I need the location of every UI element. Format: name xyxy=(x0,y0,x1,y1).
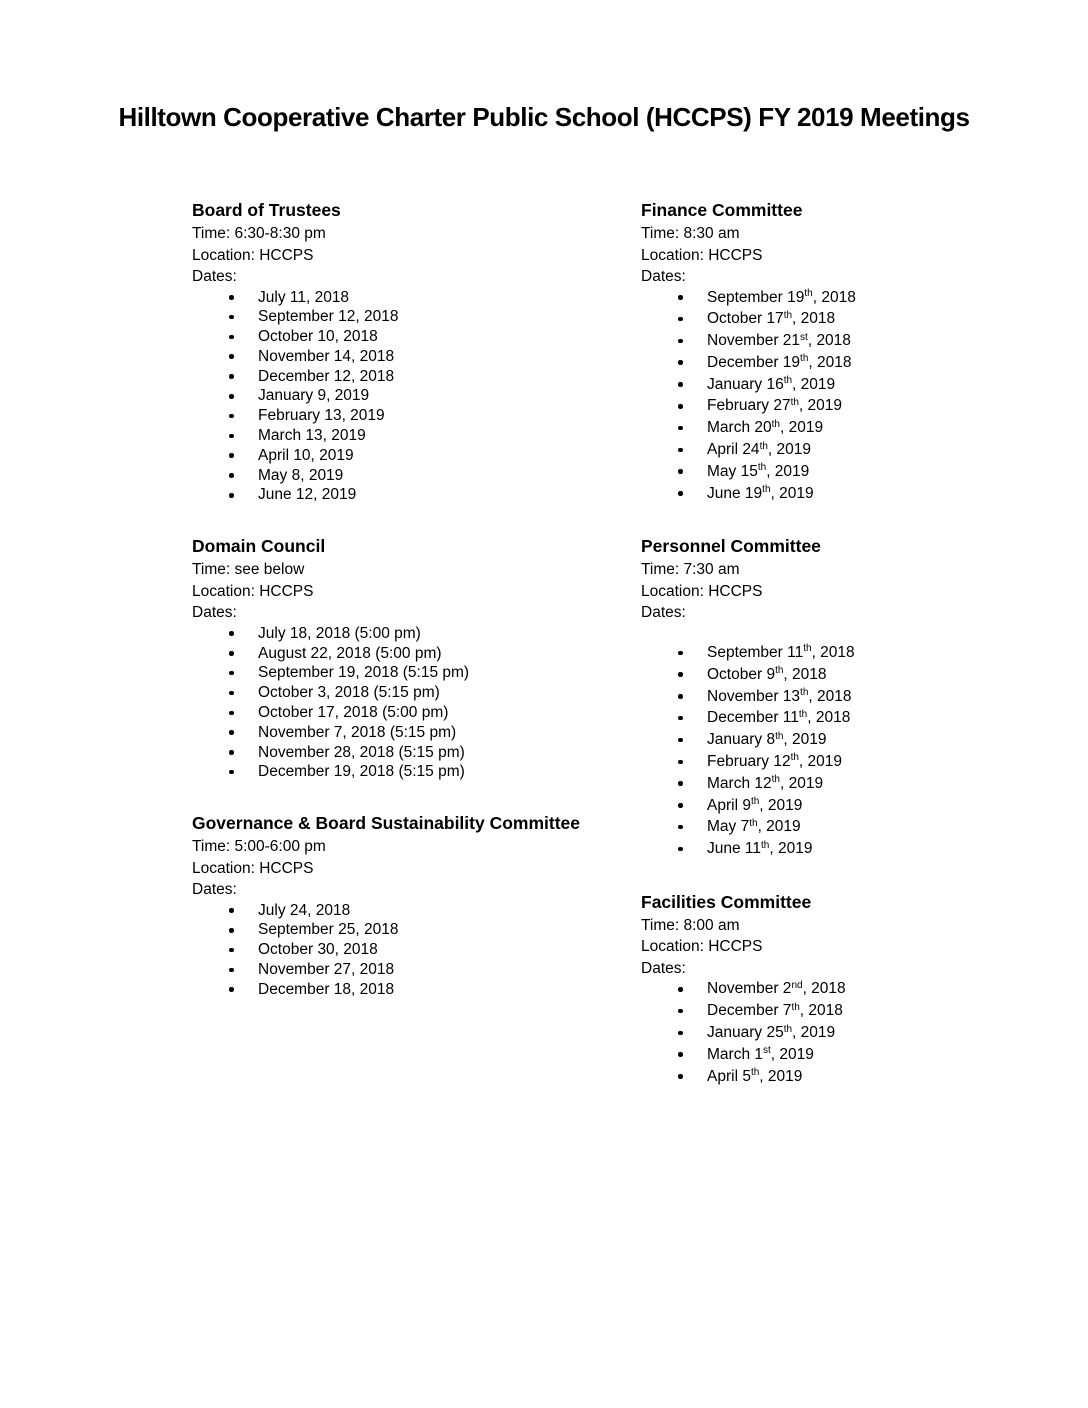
page-title: Hilltown Cooperative Charter Public School (HCCPS) FY 2019 Meetings xyxy=(118,102,970,132)
date-text: May 8, 2019 xyxy=(258,466,344,484)
date-item xyxy=(192,406,592,426)
date-text: October 3, 2018 (5:15 pm) xyxy=(258,684,440,702)
date-text: May 15 xyxy=(707,462,758,480)
date-text: November 2 xyxy=(707,980,792,998)
date-year: , 2019 xyxy=(779,774,824,792)
date-item xyxy=(641,708,1041,730)
date-text: November 14, 2018 xyxy=(258,347,395,365)
date-item xyxy=(192,347,592,367)
date-text: October 17, 2018 (5:00 pm) xyxy=(258,703,449,721)
date-item xyxy=(641,440,1041,462)
date-item xyxy=(192,485,592,505)
date-ordinal-suffix: th xyxy=(762,484,771,496)
date-item xyxy=(192,960,592,980)
date-text: October 10, 2018 xyxy=(258,328,378,346)
date-ordinal-suffix: th xyxy=(783,309,793,321)
date-item xyxy=(192,446,592,466)
date-ordinal-suffix: th xyxy=(790,752,799,764)
date-ordinal-suffix: th xyxy=(757,462,767,474)
committee-section xyxy=(641,533,1041,860)
date-list xyxy=(192,624,592,782)
date-item xyxy=(641,643,1041,665)
dates-label: Dates: xyxy=(641,604,686,622)
date-year: , 2019 xyxy=(759,796,803,814)
date-item xyxy=(192,703,592,723)
date-year: , 2018 xyxy=(808,353,852,371)
columns-container xyxy=(192,197,1088,1088)
date-item xyxy=(641,309,1041,331)
date-ordinal-suffix: th xyxy=(803,643,812,655)
date-item xyxy=(192,288,592,308)
date-item xyxy=(641,1001,1041,1023)
date-item xyxy=(641,418,1041,440)
date-item xyxy=(192,920,592,940)
date-text: April 24 xyxy=(707,441,760,459)
section-location: Location: HCCPS xyxy=(192,246,314,264)
date-item xyxy=(192,901,592,921)
date-ordinal-suffix: th xyxy=(800,687,809,699)
committee-section xyxy=(641,197,1041,505)
date-item xyxy=(192,367,592,387)
date-text: March 20 xyxy=(707,419,772,437)
date-ordinal-suffix: th xyxy=(771,418,780,430)
dates-label: Dates: xyxy=(192,881,237,899)
section-location: Location: HCCPS xyxy=(641,582,763,600)
date-year: , 2019 xyxy=(783,731,827,749)
date-ordinal-suffix: th xyxy=(790,396,799,408)
date-text: August 22, 2018 (5:00 pm) xyxy=(258,644,442,662)
date-year: , 2019 xyxy=(770,484,814,502)
date-ordinal-suffix: th xyxy=(750,1067,760,1079)
date-item xyxy=(192,386,592,406)
date-ordinal-suffix: th xyxy=(775,730,784,742)
date-year: , 2019 xyxy=(766,462,810,480)
date-text: June 12, 2019 xyxy=(258,486,357,504)
date-text: September 19 xyxy=(707,288,805,306)
date-item xyxy=(641,1067,1041,1089)
date-item xyxy=(641,331,1041,353)
date-item xyxy=(641,752,1041,774)
section-time: Time: 6:30-8:30 pm xyxy=(192,225,326,242)
date-text: January 16 xyxy=(707,375,784,393)
committee-section xyxy=(192,533,592,782)
date-text: September 19, 2018 (5:15 pm) xyxy=(258,664,470,682)
date-text: January 25 xyxy=(707,1024,784,1042)
date-ordinal-suffix: th xyxy=(800,353,809,365)
date-text: March 12 xyxy=(707,774,772,792)
date-text: December 19, 2018 (5:15 pm) xyxy=(258,763,465,781)
date-year: , 2019 xyxy=(798,752,843,770)
date-item xyxy=(192,980,592,1000)
section-title: Finance Committee xyxy=(641,200,803,220)
date-text: June 19 xyxy=(707,484,763,502)
date-text: July 18, 2018 (5:00 pm) xyxy=(258,624,421,642)
date-year: , 2019 xyxy=(779,419,824,437)
date-year: , 2019 xyxy=(792,375,836,393)
date-list xyxy=(641,643,1041,861)
date-list xyxy=(641,979,1041,1088)
date-item xyxy=(192,644,592,664)
date-text: October 30, 2018 xyxy=(258,941,378,959)
date-ordinal-suffix: th xyxy=(750,796,760,808)
date-text: April 5 xyxy=(707,1067,751,1085)
date-text: September 12, 2018 xyxy=(258,308,399,326)
date-text: January 8 xyxy=(707,731,776,749)
section-time: Time: 8:30 am xyxy=(641,225,740,242)
date-text: November 7, 2018 (5:15 pm) xyxy=(258,723,457,741)
dates-label: Dates: xyxy=(192,604,237,622)
date-list xyxy=(192,901,592,1000)
date-text: March 13, 2019 xyxy=(258,427,366,445)
date-text: October 17 xyxy=(707,310,784,328)
date-ordinal-suffix: th xyxy=(791,1001,800,1013)
date-list xyxy=(192,288,592,506)
date-ordinal-suffix: th xyxy=(771,774,780,786)
section-location: Location: HCCPS xyxy=(641,246,763,264)
column-left xyxy=(192,197,592,1000)
date-text: November 13 xyxy=(707,687,801,705)
date-ordinal-suffix: st xyxy=(763,1045,771,1057)
section-title: Board of Trustees xyxy=(192,200,341,220)
section-location: Location: HCCPS xyxy=(192,859,314,877)
date-text: February 27 xyxy=(707,397,791,415)
date-ordinal-suffix: th xyxy=(783,375,793,387)
date-item xyxy=(192,762,592,782)
date-year: , 2018 xyxy=(799,1002,843,1020)
date-item xyxy=(192,307,592,327)
date-year: , 2018 xyxy=(808,687,852,705)
date-item xyxy=(641,730,1041,752)
section-time: Time: 5:00-6:00 pm xyxy=(192,838,326,856)
date-text: December 11 xyxy=(707,709,799,727)
date-item xyxy=(641,396,1041,418)
date-item xyxy=(192,426,592,446)
section-location: Location: HCCPS xyxy=(641,938,763,956)
date-year: , 2019 xyxy=(798,397,843,415)
date-year: , 2019 xyxy=(770,1045,814,1063)
date-year: , 2019 xyxy=(767,441,812,459)
date-text: February 12 xyxy=(707,752,791,770)
date-item xyxy=(192,466,592,486)
date-item xyxy=(192,624,592,644)
date-item xyxy=(641,817,1041,839)
date-ordinal-suffix: nd xyxy=(791,979,803,991)
date-text: November 28, 2018 (5:15 pm) xyxy=(258,743,465,761)
date-ordinal-suffix: th xyxy=(798,708,808,720)
date-item xyxy=(641,979,1041,1001)
date-item xyxy=(641,1023,1041,1045)
date-text: July 24, 2018 xyxy=(258,901,351,919)
date-item xyxy=(641,665,1041,687)
date-text: September 11 xyxy=(707,643,804,661)
date-text: July 11, 2018 xyxy=(258,288,350,306)
date-item xyxy=(641,1045,1041,1067)
section-time: Time: 7:30 am xyxy=(641,561,740,579)
date-text: December 18, 2018 xyxy=(258,980,395,998)
date-year: , 2018 xyxy=(811,643,855,661)
date-ordinal-suffix: th xyxy=(804,288,813,299)
date-text: January 9, 2019 xyxy=(258,387,370,405)
date-item xyxy=(641,353,1041,375)
committee-section xyxy=(192,810,592,999)
date-text: November 27, 2018 xyxy=(258,961,395,979)
date-year: , 2018 xyxy=(783,665,827,683)
date-text: March 1 xyxy=(707,1045,763,1063)
date-item xyxy=(192,663,592,683)
date-item xyxy=(641,774,1041,796)
section-title: Personnel Committee xyxy=(641,536,821,557)
date-text: December 19 xyxy=(707,353,801,371)
date-year: , 2019 xyxy=(757,818,801,836)
section-title: Governance & Board Sustainability Committee xyxy=(192,813,581,834)
date-text: December 12, 2018 xyxy=(258,367,395,385)
date-text: October 9 xyxy=(707,665,776,683)
date-item xyxy=(192,743,592,763)
section-location: Location: HCCPS xyxy=(192,582,314,600)
date-ordinal-suffix: th xyxy=(783,1023,793,1035)
date-item xyxy=(192,940,592,960)
section-time: Time: 8:00 am xyxy=(641,916,740,934)
date-item xyxy=(641,687,1041,709)
date-ordinal-suffix: th xyxy=(761,839,770,851)
date-item xyxy=(192,327,592,347)
dates-label: Dates: xyxy=(641,959,686,977)
section-title: Facilities Committee xyxy=(641,891,812,912)
date-ordinal-suffix: th xyxy=(775,665,784,677)
date-ordinal-suffix: th xyxy=(749,817,758,829)
date-text: September 25, 2018 xyxy=(258,921,399,939)
date-year: , 2019 xyxy=(792,1024,836,1042)
date-text: April 9 xyxy=(707,796,751,814)
date-year: , 2018 xyxy=(802,980,846,998)
date-text: June 11 xyxy=(707,840,762,858)
date-list xyxy=(641,288,1041,506)
date-item xyxy=(641,462,1041,484)
dates-label: Dates: xyxy=(192,268,237,285)
date-item xyxy=(641,288,1041,310)
date-item xyxy=(192,683,592,703)
date-item xyxy=(641,796,1041,818)
committee-section xyxy=(641,889,1041,1088)
date-text: February 13, 2019 xyxy=(258,407,385,425)
date-item xyxy=(641,484,1041,506)
dates-label: Dates: xyxy=(641,268,686,285)
committee-section xyxy=(192,197,592,505)
date-item xyxy=(641,375,1041,397)
date-item xyxy=(641,839,1041,861)
date-text: November 21 xyxy=(707,332,801,350)
date-ordinal-suffix: st xyxy=(800,331,808,343)
date-year: , 2018 xyxy=(807,709,851,727)
date-year: , 2019 xyxy=(769,840,813,858)
date-ordinal-suffix: th xyxy=(759,440,768,452)
date-year: , 2018 xyxy=(812,288,856,306)
date-item xyxy=(192,723,592,743)
date-text: May 7 xyxy=(707,818,750,836)
date-year: , 2018 xyxy=(807,332,851,350)
date-text: December 7 xyxy=(707,1002,792,1020)
date-year: , 2018 xyxy=(792,310,836,328)
section-time: Time: see below xyxy=(192,561,305,579)
section-title: Domain Council xyxy=(192,536,326,557)
date-year: , 2019 xyxy=(759,1067,803,1085)
date-text: April 10, 2019 xyxy=(258,446,354,464)
column-right xyxy=(641,197,1041,1088)
